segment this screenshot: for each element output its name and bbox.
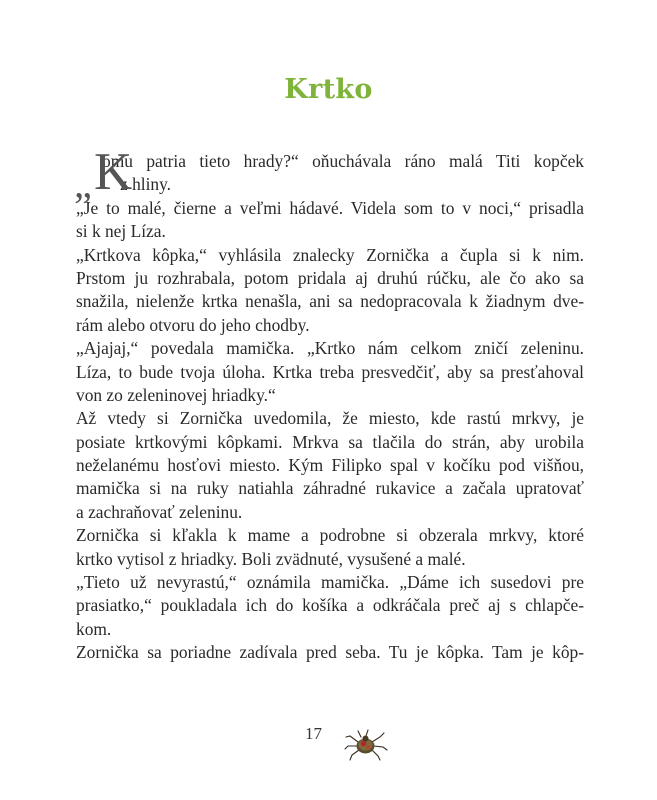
text-line: snažila, nielenže krtka nenašla, ani sa nedopracovala k žiadnym dve- xyxy=(76,291,584,312)
beetle-icon xyxy=(344,728,388,762)
text-line: z hliny. xyxy=(120,174,172,195)
body-text xyxy=(74,143,584,665)
text-line: „Tieto už nevyrastú,“ oznámila mamička. „Dáme ich susedovi pre xyxy=(76,572,584,593)
text-line: Zornička sa poriadne zadívala pred seba. Tu je kôpka. Tam je kôp- xyxy=(76,642,584,663)
text-line: von zo zeleninovej hriadky.“ xyxy=(76,384,276,405)
text-line: Až vtedy si Zornička uvedomila, že miesto, kde rastú mrkvy, je xyxy=(76,408,584,429)
text-line: omu patria tieto hrady?“ oňuchávala ráno malá Titi kopček xyxy=(102,151,584,171)
page-number: 17 xyxy=(305,724,322,743)
text-line: si k nej Líza. xyxy=(76,221,166,242)
text-line: „Krtkova kôpka,“ vyhlásila znalecky Zornička a čupla si k nim. xyxy=(76,244,584,265)
text-line: Prstom ju rozhrabala, potom pridala aj druhú rúčku, ale čo ako sa xyxy=(76,267,584,288)
text-line: rám alebo otvoru do jeho chodby. xyxy=(76,314,310,335)
chapter-title: Krtko xyxy=(284,74,373,105)
drop-cap-quote: „ xyxy=(74,161,92,206)
text-line: prasiatko,“ poukladala ich do košíka a odkráčala preč aj s chlapče- xyxy=(76,595,584,616)
text-line: „Je to malé, čierne a veľmi hádavé. Videla som to v noci,“ prisadla xyxy=(76,197,584,218)
text-line: Zornička si kľakla k mame a podrobne si obzerala mrkvy, ktoré xyxy=(76,525,584,546)
text-line: neželanému hosťovi miesto. Kým Filipko spal v kočíku pod višňou, xyxy=(76,455,584,476)
text-line: mamička si na ruky natiahla záhradné rukavice a začala upratovať xyxy=(76,478,584,499)
text-line: „Ajajaj,“ povedala mamička. „Krtko nám celkom zničí zeleninu. xyxy=(76,338,584,359)
text-line: kom. xyxy=(76,618,112,639)
text-line: posiate krtkovými kôpkami. Mrkva sa tlačila do strán, aby urobila xyxy=(76,431,584,452)
text-line: a zachraňovať zeleninu. xyxy=(76,501,243,522)
drop-cap-letter: K xyxy=(94,143,133,201)
text-line: krtko vytisol z hriadky. Boli zvädnuté, vysušené a malé. xyxy=(76,548,466,569)
text-line: Líza, to bude tvoja úloha. Krtka treba presvedčiť, aby sa presťahoval xyxy=(76,361,584,382)
